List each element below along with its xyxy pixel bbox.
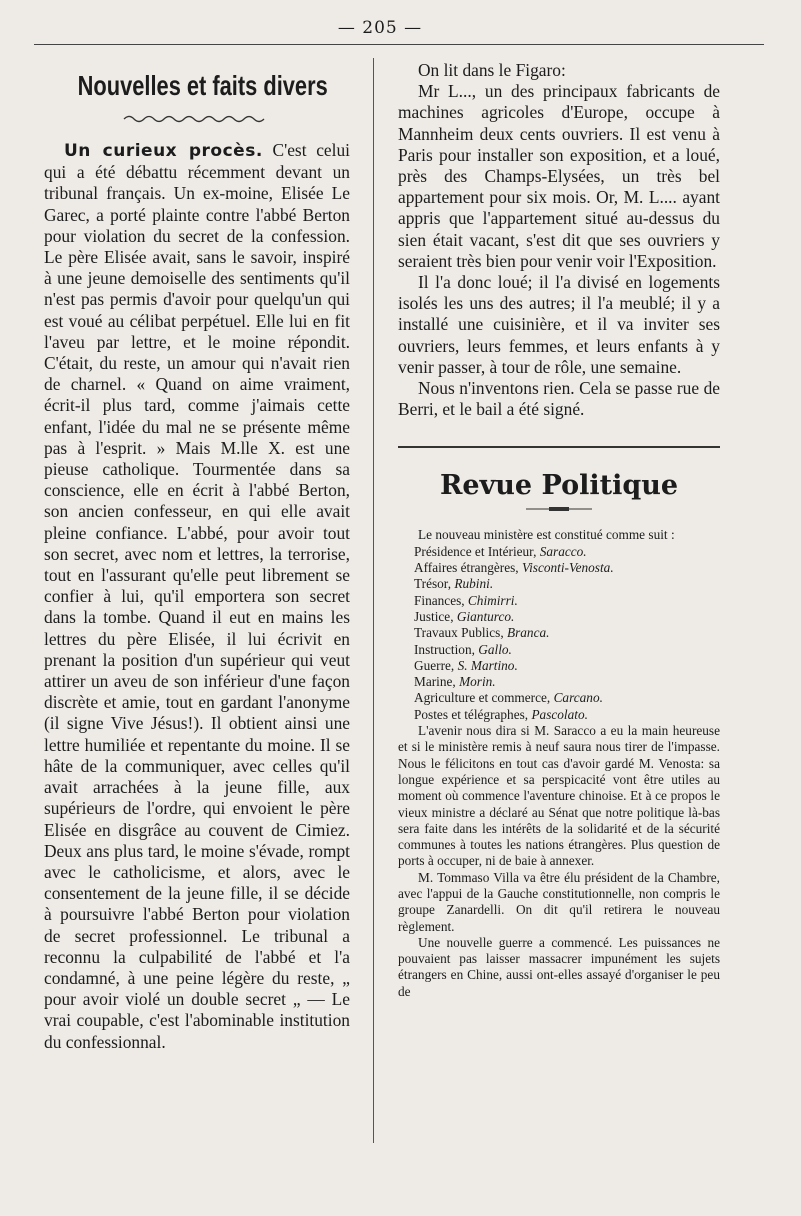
wavy-ornament-icon — [122, 114, 272, 124]
minister-list — [398, 544, 720, 723]
politics-paragraph-1: L'avenir nous dira si M. Saracco a eu la main heureuse et si le ministère remis à neuf saura nous tirer de l'impasse. Nous le félicitons en tout cas d'avoir gardé M. Venosta: sa longue expérience et sa perspicacité vont être utiles au moment où commence l'aventure chinoise. Et à ce propos le vieux ministre a déclaré au Sénat que notre politique là-bas sera faite dans les intérêts de la solidarité et de la sécurité communes à toutes les nations étrangères. Plus question de ports à occuper, ni de baie à annexer. — [398, 723, 720, 869]
list-item: Agriculture et commerce, Carcano. — [414, 690, 603, 706]
right-column — [398, 60, 720, 1000]
figaro-paragraph-3: Nous n'inventons rien. Cela se passe rue de Berri, et le bail a été signé. — [398, 378, 720, 420]
dash-ornament-icon — [524, 505, 594, 513]
list-item: Justice, Gianturco. — [414, 608, 515, 624]
list-item: Instruction, Gallo. — [414, 641, 512, 657]
list-item: Affaires étrangères, Visconti-Venosta. — [414, 560, 614, 576]
list-item: Finances, Chimirri. — [414, 592, 518, 608]
list-item: Guerre, S. Martino. — [414, 657, 518, 673]
politics-heading: Revue Politique — [439, 470, 679, 502]
column-divider — [373, 58, 374, 1143]
header-rule — [34, 44, 764, 45]
figaro-paragraph-2: Il l'a donc loué; il l'a divisé en logements isolés les uns des autres; il l'a meublé; il y a installé une cuisinière, et il va inviter ses ouvriers, leurs femmes, et leurs enfants à y venir passer, à tour de rôle, une semaine. — [398, 272, 720, 377]
trial-body: C'est celui qui a été débattu récemment devant un tribunal français. Un ex-moine, Elisée Le Garec, a porté plainte contre l'abbé Berton pour violation du secret de la confession. Le père Elisée avait, sans le savoir, inspiré à une jeune demoiselle des sentiments qu'il n'est pas permis d'avoir pour quelqu'un qui est voué au célibat perpétuel. Elle lui en fit l'aveu par lettre, et le moine répondit. C'était, du reste, un amour qui n'avait rien de charnel. « Quand on aime vraiment, écrit-il plus tard, comme j'aimais cette enfant, l'idée du mal ne se présente même pas à l'esprit. » Mais M.lle X. est une pieuse catholique. Tourmentée dans sa conscience, elle en écrit à l'abbé Berton, son ancien confesseur, en qui elle avait pleine confiance. L'abbé, pour avoir tout son secret, avec nom et lettres, la terrorise, tout en l'assurant qu'elle peut librement se confier à lui, qu'il emportera son secret dans la tombe. Quand il eut en mains les lettres du père Elisée, il lui écrivit en prenant la position d'un supérieur qui veut attirer un aveu de son inférieur d'une façon discrète et amie, tout en gardant l'anonyme (il signe Vive Jésus!). Il obtient ainsi une lettre humiliée et repentante du moine. Il se hâte de la communiquer, avec celles qu'il avait arrachées à la jeune fille, aux supérieurs de l'ordre, qui envoient le père Elisée en disgrâce au couvent de Cimiez. Deux ans plus tard, le moine s'évade, rompt avec le catholicisme, et alors, avec le consentement de la jeune fille, il se décide à poursuivre l'abbé Berton pour violation de secret professionnel. Le tribunal a reconnu la culpabilité de l'abbé et l'a condamné, à une peine légère du reste, „ pour avoir violé un double secret „ — Le vrai coupable, c'est l'abominable institution du confessionnal. — [44, 140, 350, 1052]
trial-lead: Un curieux procès. — [64, 141, 263, 161]
politics-paragraph-2: M. Tommaso Villa va être élu président de la Chambre, avec l'appui de la Gauche constitutionnelle, non compris le groupe Zanardelli. On dit qu'il retirera le nouveau règlement. — [398, 869, 720, 934]
list-item: Postes et télégraphes, Pascolato. — [414, 706, 588, 722]
list-item: Trésor, Rubini. — [414, 576, 494, 592]
figaro-paragraph-1: Mr L..., un des principaux fabricants de machines agricoles d'Europe, occupe à Mannheim deux cents ouvriers. Il est venu à Paris pour installer son exposition, et a loué, près des Champs-Elysées, un très bel appartement pour six mois. Or, M. L.... ayant appris que l'appartement situé au-dessus du sien était vacant, s'est dit que ses ouvriers y seraient très bien pour venir voir l'Exposition. — [398, 81, 720, 271]
left-column — [44, 60, 350, 1053]
page-number: — 205 — — [337, 18, 423, 38]
figaro-intro: On lit dans le Figaro: — [418, 60, 566, 80]
list-item: Travaux Publics, Branca. — [414, 625, 550, 641]
news-heading: Nouvelles et faits divers — [77, 70, 328, 101]
list-item: Marine, Morin. — [414, 674, 496, 690]
list-item: Présidence et Intérieur, Saracco. — [414, 543, 587, 559]
politics-paragraph-3: Une nouvelle guerre a commencé. Les puissances ne pouvaient pas laisser massacrer impunément les sujets étrangers en Chine, aussi ont-elles assayé d'organiser le peu de — [398, 934, 720, 999]
trial-article — [44, 140, 350, 1053]
section-rule — [398, 446, 720, 448]
ministry-intro: Le nouveau ministère est constitué comme suit : — [418, 527, 675, 543]
